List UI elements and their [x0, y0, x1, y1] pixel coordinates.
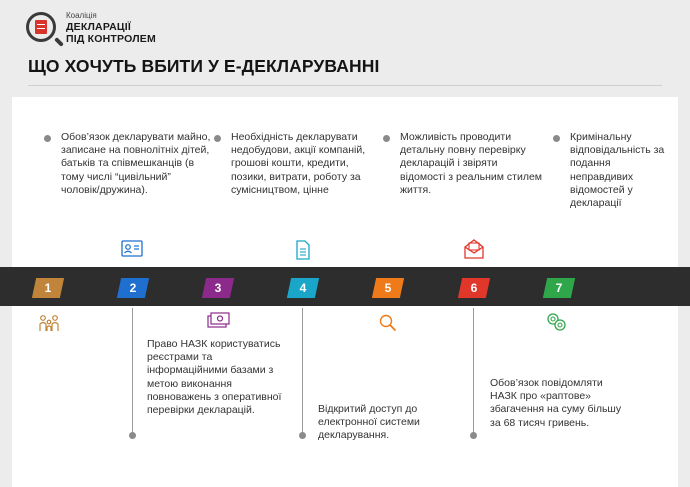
- coalition-logo: [26, 12, 56, 42]
- bullet-7: [553, 135, 560, 142]
- connector-4: [302, 308, 303, 435]
- item-6-text: Обов’язок повідомляти НАЗК про «раптове» збагачення на суму більшу за 68 тисяч гривень.: [490, 377, 622, 429]
- page-title: ЩО ХОЧУТЬ ВБИТИ У Е-ДЕКЛАРУВАННІ: [28, 56, 380, 76]
- bullet-1: [44, 135, 51, 142]
- brand-caption: Коаліція: [66, 11, 97, 20]
- step-badge-7: 7: [543, 278, 575, 298]
- timeline-band: [0, 267, 690, 306]
- item-5-text: Можливість проводити детальну повну перевірку декларацій і звіряти відомості з реальним стилем життя.: [400, 131, 543, 196]
- item-3-text: Необхідність декларувати недобудови, акції компаній, грошові кошти, кредити, позики, витрати, роботу за сумісництвом, цінне: [231, 131, 366, 196]
- brand-name-line1: ДЕКЛАРАЦІЇ: [66, 21, 131, 33]
- bullet-6: [470, 432, 477, 439]
- step-badge-2: 2: [117, 278, 149, 298]
- money-icon: [207, 312, 231, 330]
- bullet-2: [129, 432, 136, 439]
- connector-6: [473, 308, 474, 435]
- brand-name-line2: ПІД КОНТРОЛЕМ: [66, 33, 156, 45]
- item-1-text: Обов’язок декларувати майно, записане на повнолітніх дітей, батьків та співмешканців (в тому числі “цивільний” чоловік/дружина).: [61, 131, 211, 196]
- step-badge-5: 5: [372, 278, 404, 298]
- envelope-icon: [463, 238, 485, 260]
- item-2-text: Право НАЗК користуватись реєстрами та інформаційними базами з метою виконання повноважень з оперативної перевірки декларацій.: [147, 338, 282, 417]
- declaration-doc-icon: [35, 20, 47, 34]
- bullet-5: [383, 135, 390, 142]
- bullet-3: [214, 135, 221, 142]
- family-icon: [38, 314, 60, 332]
- item-4-text: Відкритий доступ до електронної системи декларування.: [318, 403, 420, 442]
- item-7-text: Кримінальну відповідальність за подання неправдивих відомостей у декларації: [570, 131, 665, 210]
- title-divider: [28, 85, 662, 86]
- step-badge-4: 4: [287, 278, 319, 298]
- step-badge-6: 6: [458, 278, 490, 298]
- magnifier-icon: [378, 313, 398, 333]
- step-badge-1: 1: [32, 278, 64, 298]
- connector-2: [132, 308, 133, 435]
- id-card-icon: [121, 240, 143, 258]
- document-icon: [295, 240, 311, 260]
- step-badge-3: 3: [202, 278, 234, 298]
- bullet-4: [299, 432, 306, 439]
- coins-icon: [546, 312, 568, 332]
